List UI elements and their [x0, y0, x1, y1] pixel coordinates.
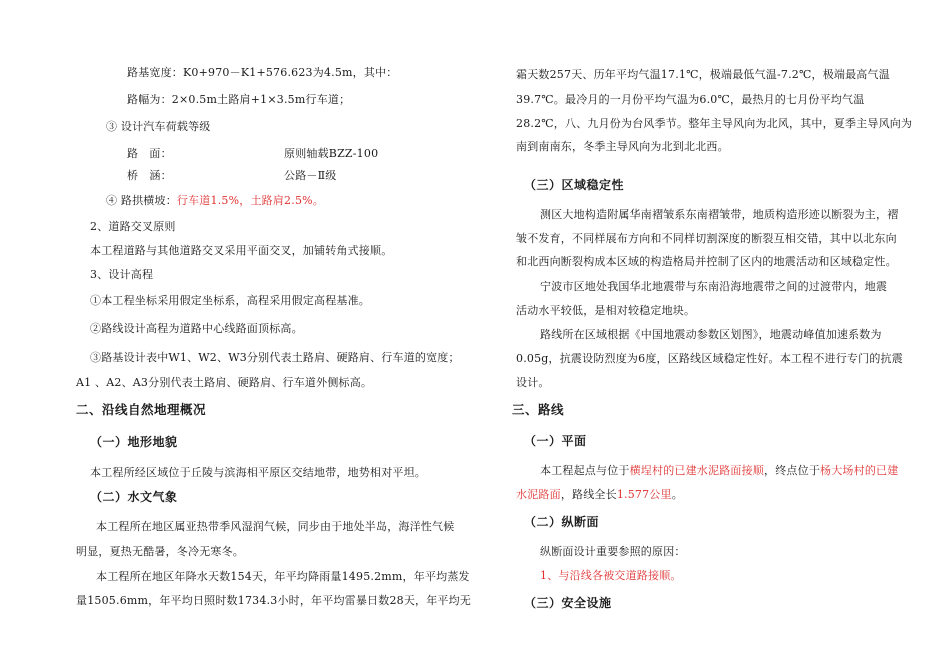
bridge-value: 公路－Ⅱ级: [284, 169, 337, 182]
hydrology-p2-line2: 量1505.6mm，年平均日照时数1734.3小时，年平均雷暴日数28天，年平均无: [76, 594, 472, 607]
pavement-value: 原则轴载BZZ-100: [284, 147, 379, 160]
stability-p3-line2: 0.05g，抗震设防烈度为6度，区路线区域稳定性好。本工程不进行专门的抗震: [516, 352, 903, 365]
bridge-label: 桥 涵：: [127, 169, 172, 182]
regional-stability-heading: （三）区域稳定性: [524, 178, 625, 192]
crown-slope-value: 行车道1.5%，土路肩2.5%。: [176, 194, 324, 207]
plan-text-d: 。: [671, 488, 683, 501]
safety-facilities-heading: （三）安全设施: [524, 596, 612, 610]
climate-line-1: 霜天数257天、历年平均气温17.1℃，极端最低气温-7.2℃，极端最高气温: [516, 68, 890, 81]
stability-p1-line2: 皱不发育，不同样展布方向和不同样切割深度的断裂互相交错，其中以北东向: [516, 232, 897, 245]
stability-p3-line3: 设计。: [516, 376, 550, 389]
elevation-item-2: ②路线设计高程为道路中心线路面顶标高。: [90, 322, 303, 335]
design-elevation-heading: 3、设计高程: [90, 268, 154, 281]
chapter-natural-geography: 二、沿线自然地理概况: [76, 402, 207, 417]
roadbed-width-line: 路基宽度：K0+970－K1+576.623为4.5m，其中：: [127, 66, 398, 79]
pavement-label: 路 面：: [127, 147, 172, 160]
stability-p2-line2: 活动水平较低，是相对较稳定地块。: [516, 304, 696, 317]
stability-p2-line1: 宁波市区地处我国华北地震带与东南沿海地震带之间的过渡带内，地震: [540, 280, 888, 293]
elevation-item-3: ③路基设计表中W1、W2、W3分别代表土路肩、硬路肩、行车道的宽度；: [90, 351, 460, 364]
plan-route-length: 1.577公里: [616, 488, 672, 501]
plan-text-c: ，终点位于: [764, 464, 821, 477]
profile-text: 纵断面设计重要参照的原因：: [540, 545, 686, 558]
plan-heading: （一）平面: [524, 434, 587, 448]
plan-start-point: 横埕村的已建水泥路面接顺: [629, 464, 765, 477]
hydrology-p2-line1: 本工程所在地区年降水天数154天，年平均降雨量1495.2mm，年平均蒸发: [96, 570, 470, 583]
plan-end-point: 杨大场村的已建: [820, 464, 899, 477]
hydrology-p1-line1: 本工程所在地区属亚热带季风湿润气候，同步由于地处半岛，海洋性气候: [96, 520, 455, 533]
terrain-heading: （一）地形地貌: [90, 435, 178, 449]
terrain-text: 本工程所经区域位于丘陵与滨海相平原区交结地带，地势相对平坦。: [90, 466, 426, 479]
plan-end-point-cont: 水泥路面: [516, 488, 561, 501]
plan-text-a: 本工程起点与位于: [540, 464, 630, 477]
profile-item-1: 1、与沿线各被交道路接顺。: [540, 569, 682, 582]
climate-line-4: 南到南南东，冬季主导风向为北到北北西。: [516, 140, 729, 153]
elevation-item-1: ①本工程坐标采用假定坐标系，高程采用假定高程基准。: [90, 294, 370, 307]
roadway-width-line: 路幅为：2×0.5m土路肩+1×3.5m行车道；: [127, 93, 351, 106]
plan-text-b: ，路线全长: [560, 488, 617, 501]
elevation-item-3-cont: A1 、A2、A3分别代表土路肩、硬路肩、行车道外侧标高。: [76, 376, 373, 389]
crown-slope-line: [106, 194, 324, 208]
crown-slope-label: ④ 路拱横坡：: [106, 194, 177, 207]
intersection-principle-text: 本工程道路与其他道路交叉采用平面交叉，加铺转角式接顺。: [90, 244, 393, 257]
stability-p1-line3: 和北西向断裂构成本区域的构造格局并控制了区内的地震活动和区域稳定性。: [516, 255, 897, 268]
plan-line-2: [516, 488, 683, 502]
stability-p1-line1: 测区大地构造附属华南褶皱系东南褶皱带，地质构造形迹以断裂为主，褶: [540, 208, 899, 221]
profile-heading: （二）纵断面: [524, 515, 600, 529]
climate-line-3: 28.2℃，八、九月份为台风季节。整年主导风向为北风，其中，夏季主导风向为: [516, 117, 913, 130]
climate-line-2: 39.7℃。最冷月的一月份平均气温为6.0℃，最热月的七月份平均气温: [516, 93, 865, 106]
hydrology-heading: （二）水文气象: [90, 490, 178, 504]
chapter-route: 三、路线: [512, 402, 565, 417]
hydrology-p1-line2: 明显，夏热无酷暑，冬冷无寒冬。: [76, 545, 244, 558]
intersection-principle-heading: 2、道路交叉原则: [90, 220, 176, 233]
stability-p3-line1: 路线所在区域根据《中国地震动参数区划图》，地震动峰值加速系数为: [540, 328, 882, 341]
load-grade-heading: ③ 设计汽车荷载等级: [106, 120, 211, 133]
plan-line-1: [540, 464, 898, 478]
